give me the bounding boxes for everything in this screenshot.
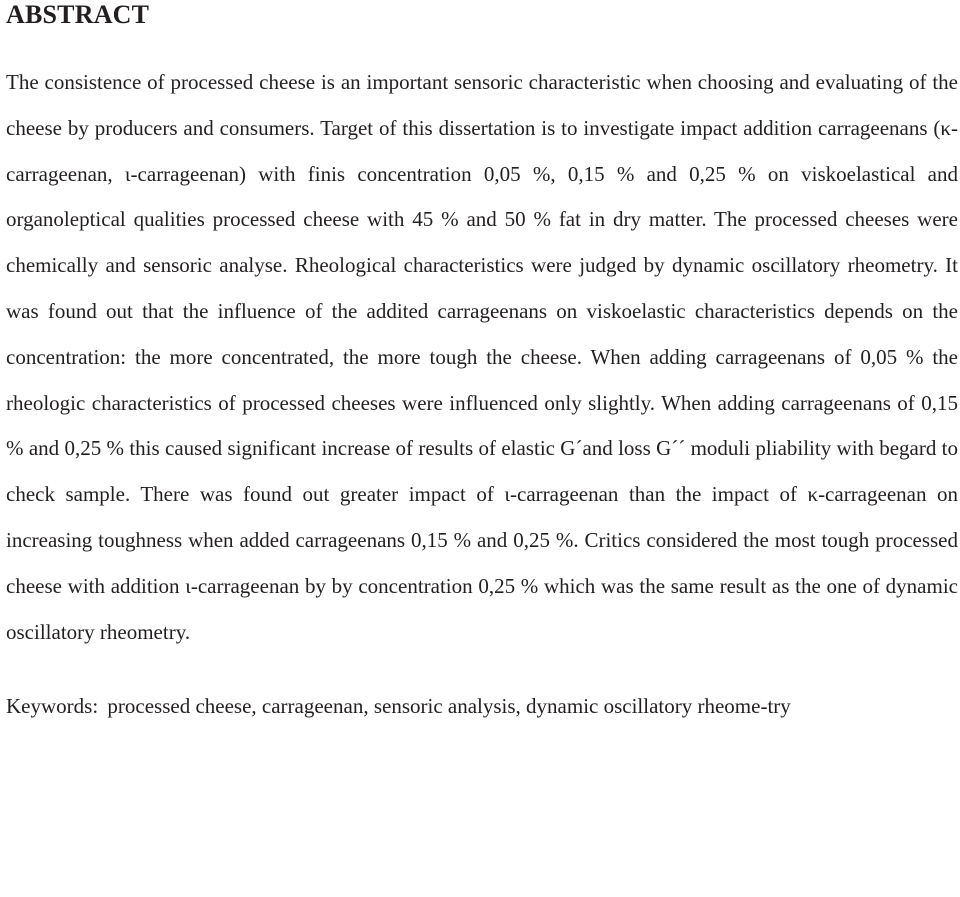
keywords-list: processed cheese, carrageenan, sensoric analysis, dynamic oscillatory rheome-try xyxy=(107,694,791,719)
abstract-heading: ABSTRACT xyxy=(6,0,150,29)
document-page xyxy=(6,0,958,729)
abstract-paragraph: The consistence of processed cheese is an important sensoric characteristic when choosing and evaluating of the cheese by producers and consumers. Target of this dissertation is to investigate impact addition carrageenans (κ-carrageenan, ι-carrageenan) with finis concentration 0,05 %, 0,15 % and 0,25 % on viskoelastical and organoleptical qualities processed cheese with 45 % and 50 % fat in dry matter. The processed cheeses were chemically and sensoric analyse. Rheological characteristics were judged by dynamic oscillatory rheometry. It was found out that the influence of the addited carrageenans on viskoelastic characteristics depends on the concentration: the more concentrated, the more tough the cheese. When adding carrageenans of 0,05 % the rheologic characteristics of processed cheeses were influenced only slightly. When adding carrageenans of 0,15 % and 0,25 % this caused significant increase of results of elastic G´and loss G´´ moduli pliability with begard to check sample. There was found out greater impact of ι-carrageenan than the impact of κ-carrageenan on increasing toughness when added carrageenans 0,15 % and 0,25 %. Critics considered the most tough processed cheese with addition ι-carrageenan by by concentration 0,25 % which was the same result as the one of dynamic oscillatory rheometry. xyxy=(6,70,958,644)
keywords-label: Keywords: xyxy=(6,694,99,719)
keywords-paragraph xyxy=(6,683,958,729)
